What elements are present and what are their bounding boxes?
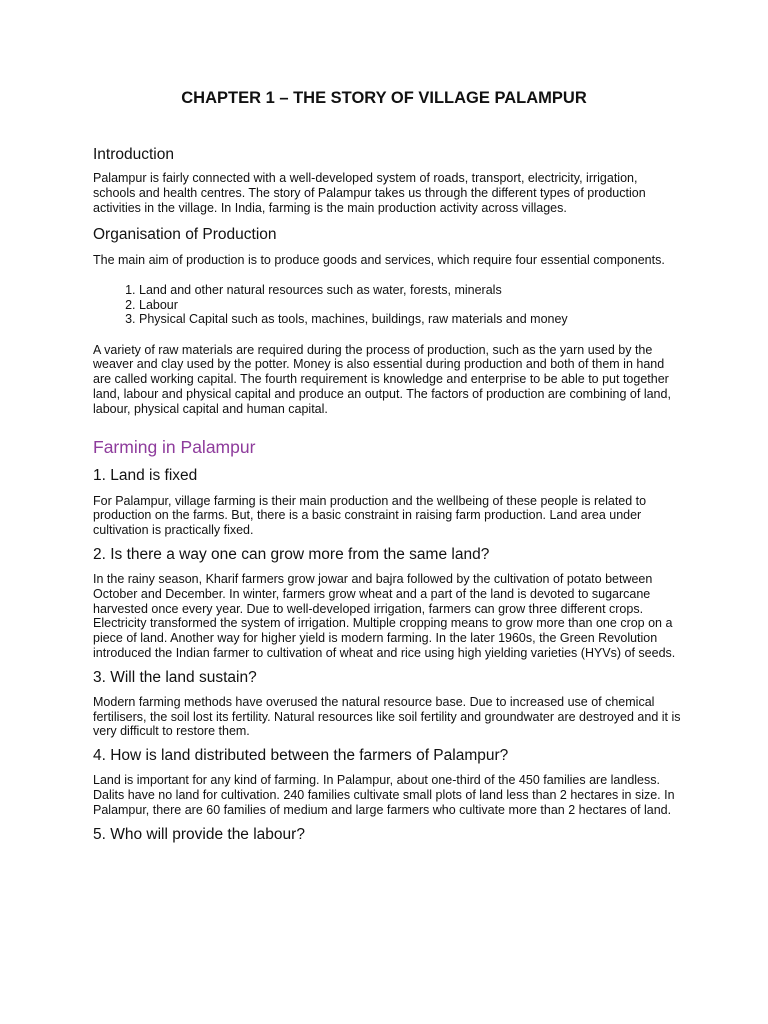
section-paragraph: A variety of raw materials are required during the process of production, such as the yarn used by the weaver and clay used by the potter. Money is also essential during production and both of them in hand are called working capital. The fourth requirement is knowledge and enterprise to be able to put together land, labour and physical capital and produce an output. The factors of production are combining of land, labour, physical capital and human capital. bbox=[93, 342, 671, 416]
section-paragraph: For Palampur, village farming is their main production and the wellbeing of these people is related to production on the farms. But, there is a basic constraint in raising farm production. Land area under cultivation is practically fixed. bbox=[93, 493, 647, 538]
page-title: CHAPTER 1 – THE STORY OF VILLAGE PALAMPUR bbox=[181, 89, 587, 107]
section-land-sustain bbox=[93, 668, 683, 739]
production-components-list bbox=[93, 283, 683, 327]
section-introduction bbox=[93, 145, 683, 215]
section-heading: Introduction bbox=[93, 146, 174, 163]
list-item: 1. Land and other natural resources such as water, forests, minerals bbox=[139, 283, 683, 298]
section-who-provides-labour bbox=[93, 825, 683, 844]
section-heading: 1. Land is fixed bbox=[93, 466, 198, 484]
list-item: 3. Physical Capital such as tools, machines, buildings, raw materials and money bbox=[139, 312, 683, 327]
section-heading: 2. Is there a way one can grow more from the same land? bbox=[93, 546, 490, 564]
section-paragraph: In the rainy season, Kharif farmers grow jowar and bajra followed by the cultivation of potato between October and December. In winter, farmers grow wheat and a part of the land is devoted to sugarcane harvested once every year. Due to well-developed irrigation, farmers can grow three different crops. Electricity transformed the system of irrigation. Multiple cropping means to grow more than one crop on a piece of land. Another way for higher yield is modern farming. In the later 1960s, the Green Revolution introduced the Indian farmer to cultivation of wheat and rice using high yielding varieties (HYVs) of seeds. bbox=[93, 572, 676, 661]
section-heading-purple: Farming in Palampur bbox=[93, 436, 256, 457]
section-paragraph: Land is important for any kind of farming. In Palampur, about one-third of the 450 families are landless. Dalits have no land for cultivation. 240 families cultivate small plots of land less than 2 hectares in size. In Palampur, there are 60 families of medium and large farmers who cultivate more than 2 hectares of land. bbox=[93, 773, 675, 817]
section-organisation-of-production bbox=[93, 225, 683, 416]
list-item: 2. Labour bbox=[139, 298, 683, 313]
section-grow-more bbox=[93, 545, 683, 661]
section-heading: 4. How is land distributed between the farmers of Palampur? bbox=[93, 747, 509, 765]
section-heading: 5. Who will provide the labour? bbox=[93, 825, 305, 843]
section-paragraph: Palampur is fairly connected with a well-developed system of roads, transport, electricity, irrigation, schools and health centres. The story of Palampur takes us through the different types of production activities in the village. In India, farming is the main production activity across villages. bbox=[93, 171, 646, 215]
section-paragraph: Modern farming methods have overused the natural resource base. Due to increased use of chemical fertilisers, the soil lost its fertility. Natural resources like soil fertility and groundwater are destroyed and it is very difficult to restore them. bbox=[93, 694, 681, 739]
section-land-is-fixed bbox=[93, 466, 683, 538]
section-heading: Organisation of Production bbox=[93, 226, 277, 244]
document-body bbox=[93, 145, 683, 844]
section-paragraph: The main aim of production is to produce goods and services, which require four essential components. bbox=[93, 253, 665, 268]
section-heading: 3. Will the land sustain? bbox=[93, 668, 257, 686]
section-farming-in-palampur bbox=[93, 436, 683, 458]
section-land-distribution bbox=[93, 746, 683, 817]
